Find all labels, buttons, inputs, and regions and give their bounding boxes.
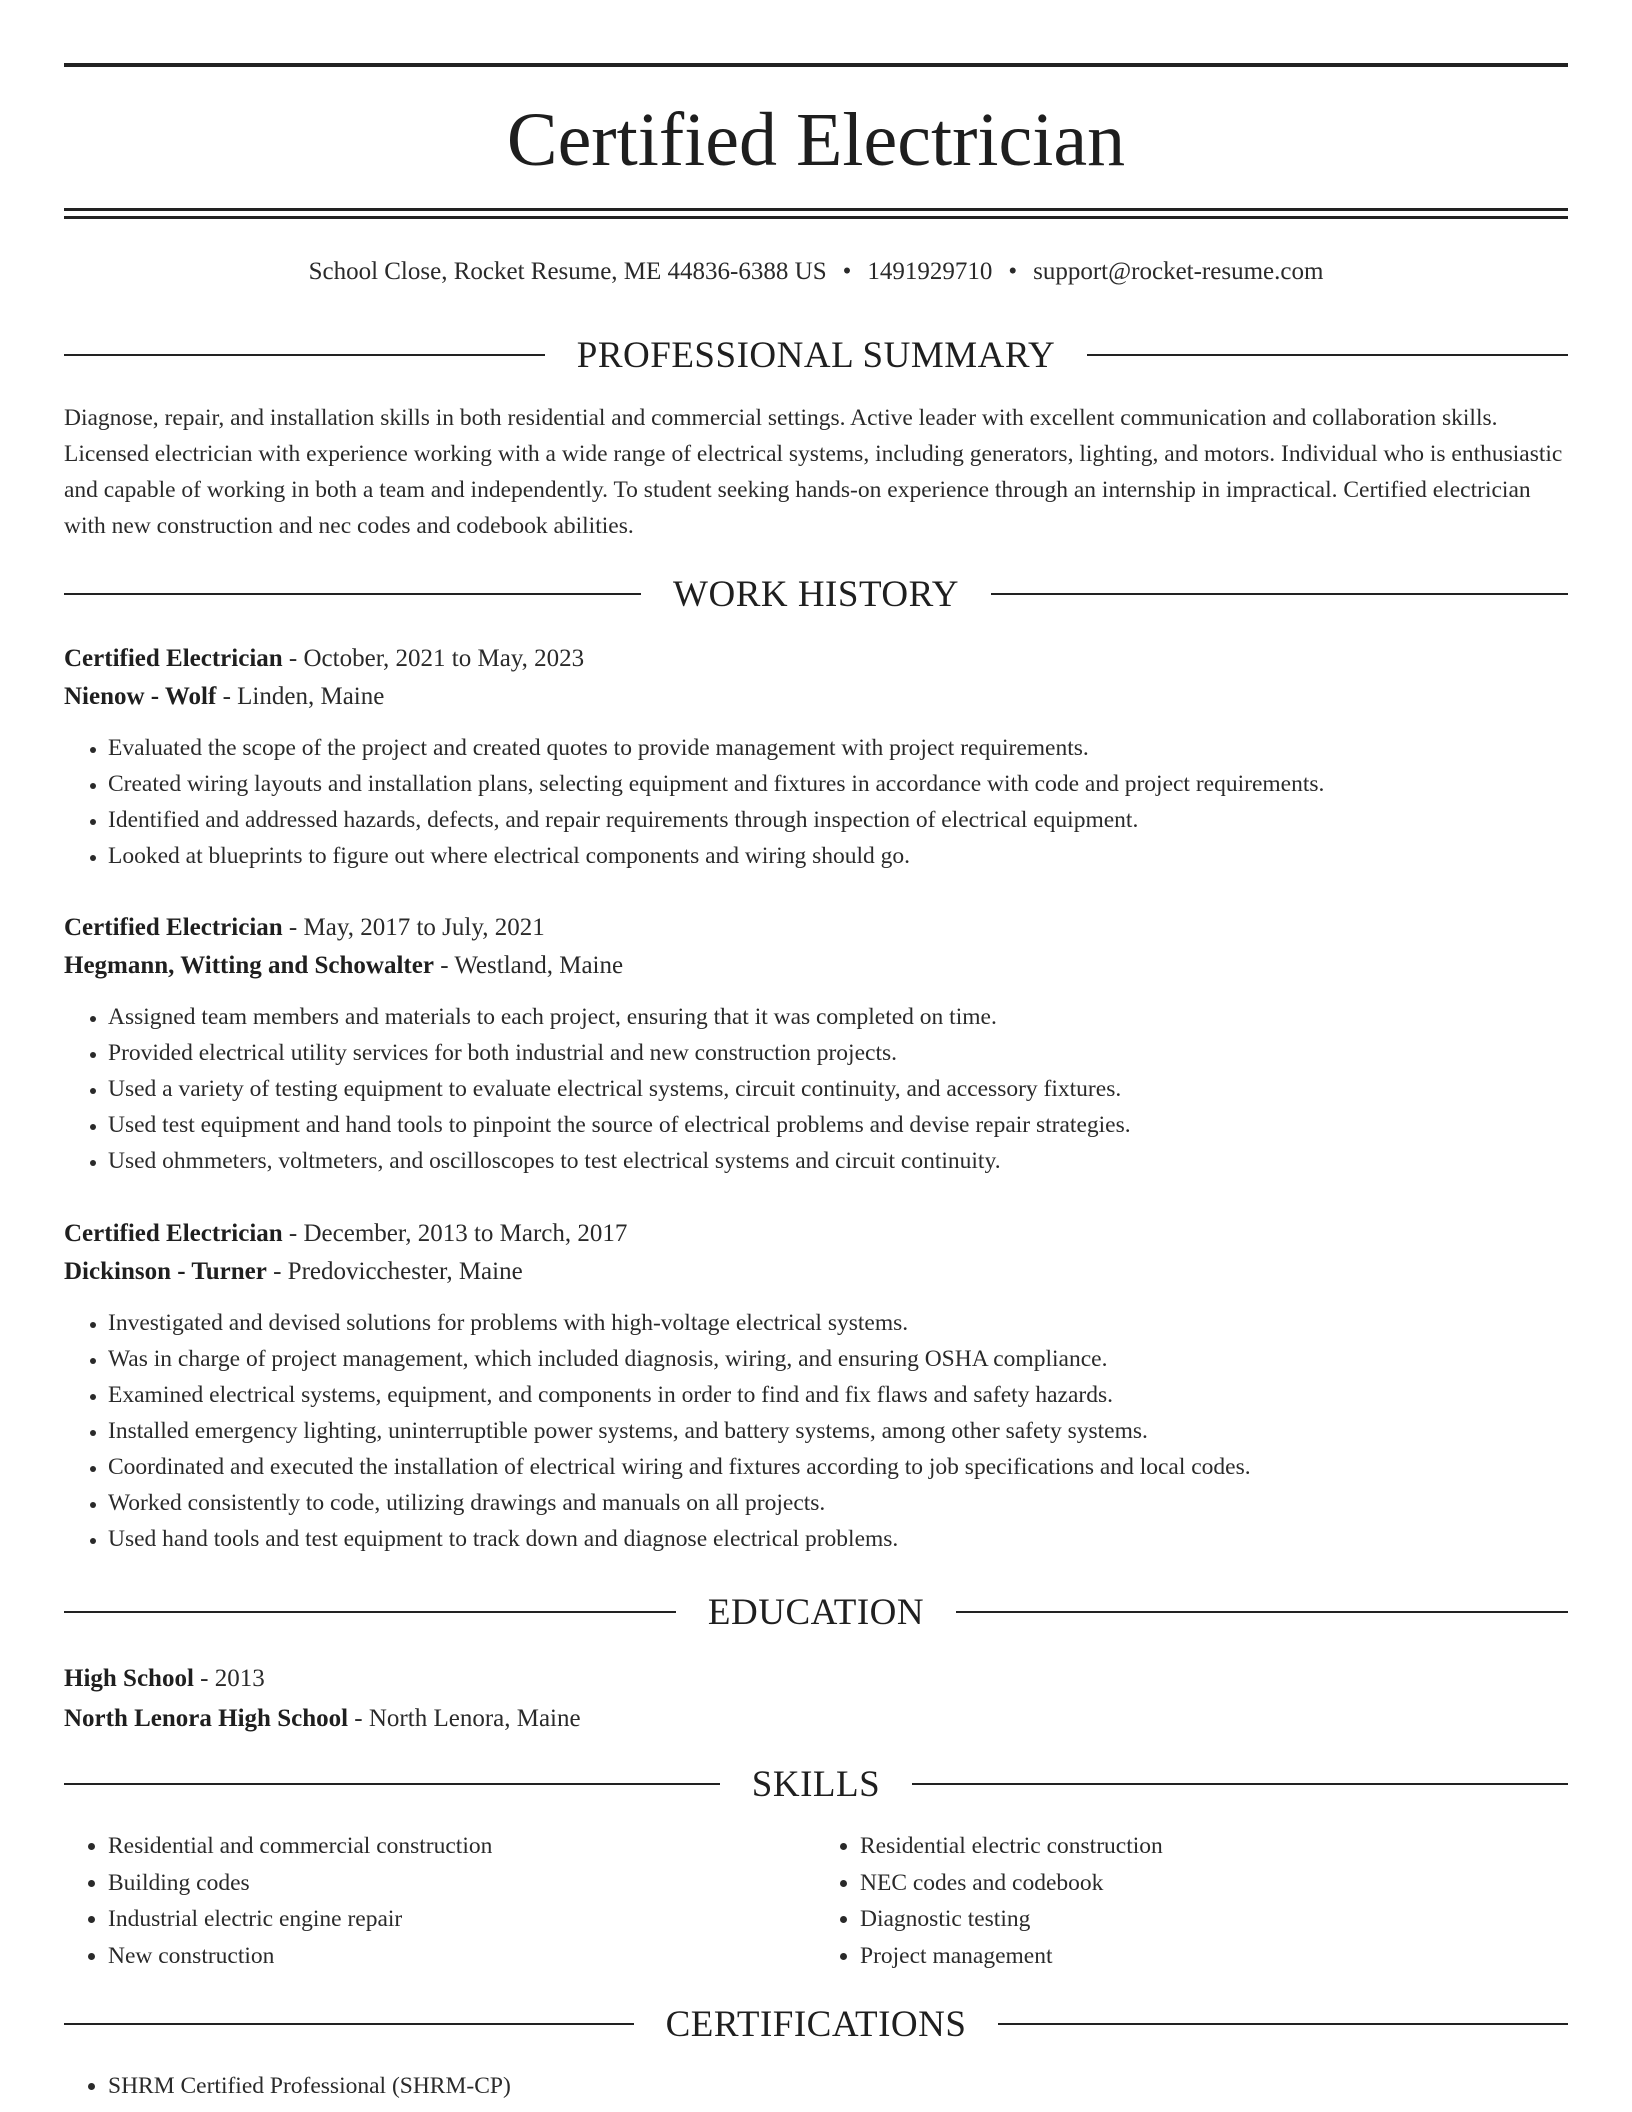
resume-title: Certified Electrician: [506, 98, 1126, 182]
work-heading-label: WORK HISTORY: [673, 573, 959, 615]
job-bullet-list: [64, 1305, 1568, 1557]
job-bullet: • Assigned team members and materials to each project, ensuring that it was completed on time.: [108, 999, 1568, 1035]
contact-line: [64, 254, 1568, 290]
education-entry: [64, 1659, 1568, 1739]
job-bullet: • Provided electrical utility services for both industrial and new construction projects.: [108, 1035, 1568, 1071]
job-bullet: • Used test equipment and hand tools to pinpoint the source of electrical problems and devise repair strategies.: [108, 1107, 1568, 1143]
job-employer: Nienow - Wolf: [64, 683, 217, 710]
heading-rule-left: [64, 1783, 720, 1785]
job-title: Certified Electrician: [64, 1220, 283, 1247]
certifications-section-heading: [64, 2000, 1568, 2048]
header-double-rule-lower: [64, 216, 1568, 219]
job-employer-line: [64, 1253, 1568, 1291]
heading-rule-left: [64, 2023, 634, 2025]
job-bullet-list: [64, 999, 1568, 1179]
job-location: - Linden, Maine: [216, 683, 385, 710]
contact-phone: 1491929710: [867, 258, 993, 285]
certifications-list: [64, 2068, 1568, 2104]
job-employer-line: [64, 678, 1568, 716]
job-dates: - October, 2021 to May, 2023: [282, 645, 585, 672]
job-entry: [64, 640, 1568, 874]
skill-item: • NEC codes and codebook: [860, 1865, 1568, 1902]
heading-rule-left: [64, 1611, 676, 1613]
job-bullet: • Used a variety of testing equipment to evaluate electrical systems, circuit continuity, and accessory fixtures.: [108, 1071, 1568, 1107]
certifications-heading-label: CERTIFICATIONS: [665, 2003, 967, 2045]
education-degree: High School: [64, 1665, 194, 1692]
skills-section-heading: [64, 1760, 1568, 1808]
education-year: - 2013: [193, 1665, 265, 1692]
contact-address: School Close, Rocket Resume, ME 44836-6388 US: [308, 258, 827, 285]
job-bullet: • Used hand tools and test equipment to track down and diagnose electrical problems.: [108, 1521, 1568, 1557]
job-bullet-list: [64, 730, 1568, 874]
header-top-rule: [64, 63, 1568, 67]
job-bullet: • Looked at blueprints to figure out where electrical components and wiring should go.: [108, 838, 1568, 874]
job-bullet: • Coordinated and executed the installation of electrical wiring and fixtures according to job specifications and local codes.: [108, 1449, 1568, 1485]
education-section-heading: [64, 1588, 1568, 1636]
education-school: North Lenora High School: [64, 1705, 349, 1732]
skills-list-right: [816, 1828, 1568, 1974]
job-location: - Predovicchester, Maine: [266, 1258, 523, 1285]
job-bullet: • Examined electrical systems, equipment, and components in order to find and fix flaws and safety hazards.: [108, 1377, 1568, 1413]
summary-text: Diagnose, repair, and installation skills in both residential and commercial settings. Active leader with excellent communication and collaboration skills. Licensed electrician with experience working with a wide range of electrical systems, including generators, lighting, and motors. Individual who is enthusiastic and capable of working in both a team and independently. To student seeking hands-on experience through an internship in impractical. Certified electrician with new construction and nec codes and codebook abilities.: [64, 405, 1563, 539]
education-school-line: [64, 1699, 1568, 1739]
header-double-rule-upper: [64, 208, 1568, 211]
job-dates: - December, 2013 to March, 2017: [282, 1220, 628, 1247]
skill-item: • Diagnostic testing: [860, 1901, 1568, 1938]
heading-rule-right: [991, 593, 1568, 595]
job-title: Certified Electrician: [64, 914, 283, 941]
heading-rule-left: [64, 593, 641, 595]
certification-item: • SHRM Certified Professional (SHRM-CP): [108, 2068, 1568, 2104]
skills-columns: [64, 1828, 1568, 1974]
job-bullet: • Worked consistently to code, utilizing drawings and manuals on all projects.: [108, 1485, 1568, 1521]
job-bullet: • Was in charge of project management, which included diagnosis, wiring, and ensuring OSHA compliance.: [108, 1341, 1568, 1377]
skill-item: • Building codes: [108, 1865, 816, 1902]
heading-rule-right: [912, 1783, 1568, 1785]
job-bullet: • Investigated and devised solutions for problems with high-voltage electrical systems.: [108, 1305, 1568, 1341]
heading-rule-right: [956, 1611, 1568, 1613]
job-entry: [64, 1215, 1568, 1557]
heading-rule-right: [1087, 354, 1568, 356]
work-section-heading: [64, 570, 1568, 618]
skill-item: • Industrial electric engine repair: [108, 1901, 816, 1938]
education-location: - North Lenora, Maine: [348, 1705, 581, 1732]
job-employer: Dickinson - Turner: [64, 1258, 267, 1285]
skills-list-left: [64, 1828, 816, 1974]
job-bullet: • Evaluated the scope of the project and created quotes to provide management with project requirements.: [108, 730, 1568, 766]
job-employer-line: [64, 947, 1568, 985]
education-degree-line: [64, 1659, 1568, 1699]
job-title-line: [64, 1215, 1568, 1253]
job-location: - Westland, Maine: [433, 952, 624, 979]
education-heading-label: EDUCATION: [707, 1591, 925, 1633]
skills-heading-label: SKILLS: [751, 1763, 881, 1805]
job-title-line: [64, 640, 1568, 678]
job-employer: Hegmann, Witting and Schowalter: [64, 952, 434, 979]
summary-section-heading: [64, 331, 1568, 379]
skill-item: • Residential electric construction: [860, 1828, 1568, 1865]
job-bullet: • Identified and addressed hazards, defects, and repair requirements through inspection of electrical equipment.: [108, 802, 1568, 838]
job-bullet: • Created wiring layouts and installation plans, selecting equipment and fixtures in accordance with code and project requirements.: [108, 766, 1568, 802]
job-dates: - May, 2017 to July, 2021: [282, 914, 545, 941]
job-title: Certified Electrician: [64, 645, 283, 672]
job-bullet: • Used ohmmeters, voltmeters, and oscilloscopes to test electrical systems and circuit continuity.: [108, 1143, 1568, 1179]
job-bullet: • Installed emergency lighting, uninterruptible power systems, and battery systems, among other safety systems.: [108, 1413, 1568, 1449]
contact-separator: •: [1008, 258, 1018, 285]
contact-separator: •: [842, 258, 852, 285]
skill-item: • Residential and commercial construction: [108, 1828, 816, 1865]
skill-item: • Project management: [860, 1938, 1568, 1975]
heading-rule-right: [998, 2023, 1568, 2025]
contact-email: support@rocket-resume.com: [1033, 258, 1324, 285]
summary-heading-label: PROFESSIONAL SUMMARY: [576, 334, 1056, 376]
heading-rule-left: [64, 354, 545, 356]
job-title-line: [64, 909, 1568, 947]
job-entry: [64, 909, 1568, 1179]
skill-item: • New construction: [108, 1938, 816, 1975]
